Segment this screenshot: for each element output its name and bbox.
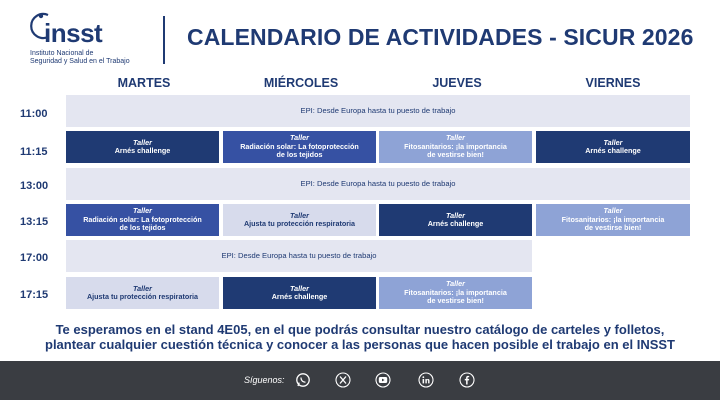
facebook-icon[interactable] — [459, 372, 475, 388]
youtube-icon[interactable] — [375, 372, 391, 388]
event-cell-jueves-1715[interactable]: Taller Fitosanitarios: ¡la importancia de vestirse bien! — [379, 277, 532, 309]
day-header-martes: MARTES — [117, 76, 171, 90]
event-cell-martes-1315[interactable]: Taller Radiación solar: La fotoprotección de los tejidos — [66, 204, 219, 236]
stand-number: stand 4E05 — [178, 322, 248, 337]
header-divider — [163, 16, 165, 64]
event-cell-jueves-1315[interactable]: Taller Arnés challenge — [379, 204, 532, 236]
whatsapp-icon[interactable] — [295, 372, 311, 388]
page-title: CALENDARIO DE ACTIVIDADES - SICUR 2026 — [187, 24, 694, 50]
event-band-epi[interactable]: EPI: Desde Europa hasta tu puesto de trabajo — [66, 95, 690, 127]
social-footer — [0, 361, 720, 400]
day-header-jueves: JUEVES — [432, 76, 482, 90]
page-header — [0, 0, 720, 70]
day-header-viernes: VIERNES — [585, 76, 641, 90]
time-label: 17:15 — [20, 289, 49, 301]
follow-label: Síguenos: — [244, 375, 285, 385]
event-cell-miercoles-1715[interactable]: Taller Arnés challenge — [223, 277, 376, 309]
event-cell-miercoles-1315[interactable]: Taller Ajusta tu protección respiratoria — [223, 204, 376, 236]
event-cell-miercoles-1115[interactable]: Taller Radiación solar: La fotoprotección de los tejidos — [223, 131, 376, 163]
invitation-message: Te esperamos en el stand 4E05, en el que podrás consultar nuestro catálogo de carteles y folletos, plantear cualquier cuestión técnica y conocer a las personas que hacen posible el trabajo en el INSST — [45, 322, 675, 352]
event-cell-martes-1115[interactable]: Taller Arnés challenge — [66, 131, 219, 163]
linkedin-icon[interactable] — [418, 372, 434, 388]
day-header-miercoles: MIÉRCOLES — [263, 76, 339, 90]
time-label: 13:15 — [20, 216, 49, 228]
logo-subtitle: Instituto Nacional de Seguridad y Salud en el Trabajo — [30, 50, 130, 65]
event-cell-jueves-1115[interactable]: Taller Fitosanitarios: ¡la importancia de vestirse bien! — [379, 131, 532, 163]
logo-wordmark: insst — [44, 18, 103, 48]
time-label: 11:00 — [20, 108, 48, 120]
event-band-epi[interactable]: EPI: Desde Europa hasta tu puesto de trabajo — [66, 240, 532, 272]
event-cell-viernes-1315[interactable]: Taller Fitosanitarios: ¡la importancia de vestirse bien! — [536, 204, 690, 236]
time-label: 17:00 — [20, 252, 49, 264]
event-cell-viernes-1115[interactable]: Taller Arnés challenge — [536, 131, 690, 163]
x-icon[interactable] — [335, 372, 351, 388]
time-label: 11:15 — [20, 146, 48, 158]
insst-logo[interactable] — [28, 12, 148, 70]
event-band-epi[interactable]: EPI: Desde Europa hasta tu puesto de trabajo — [66, 168, 690, 200]
time-label: 13:00 — [20, 180, 49, 192]
event-cell-martes-1715[interactable]: Taller Ajusta tu protección respiratoria — [66, 277, 219, 309]
